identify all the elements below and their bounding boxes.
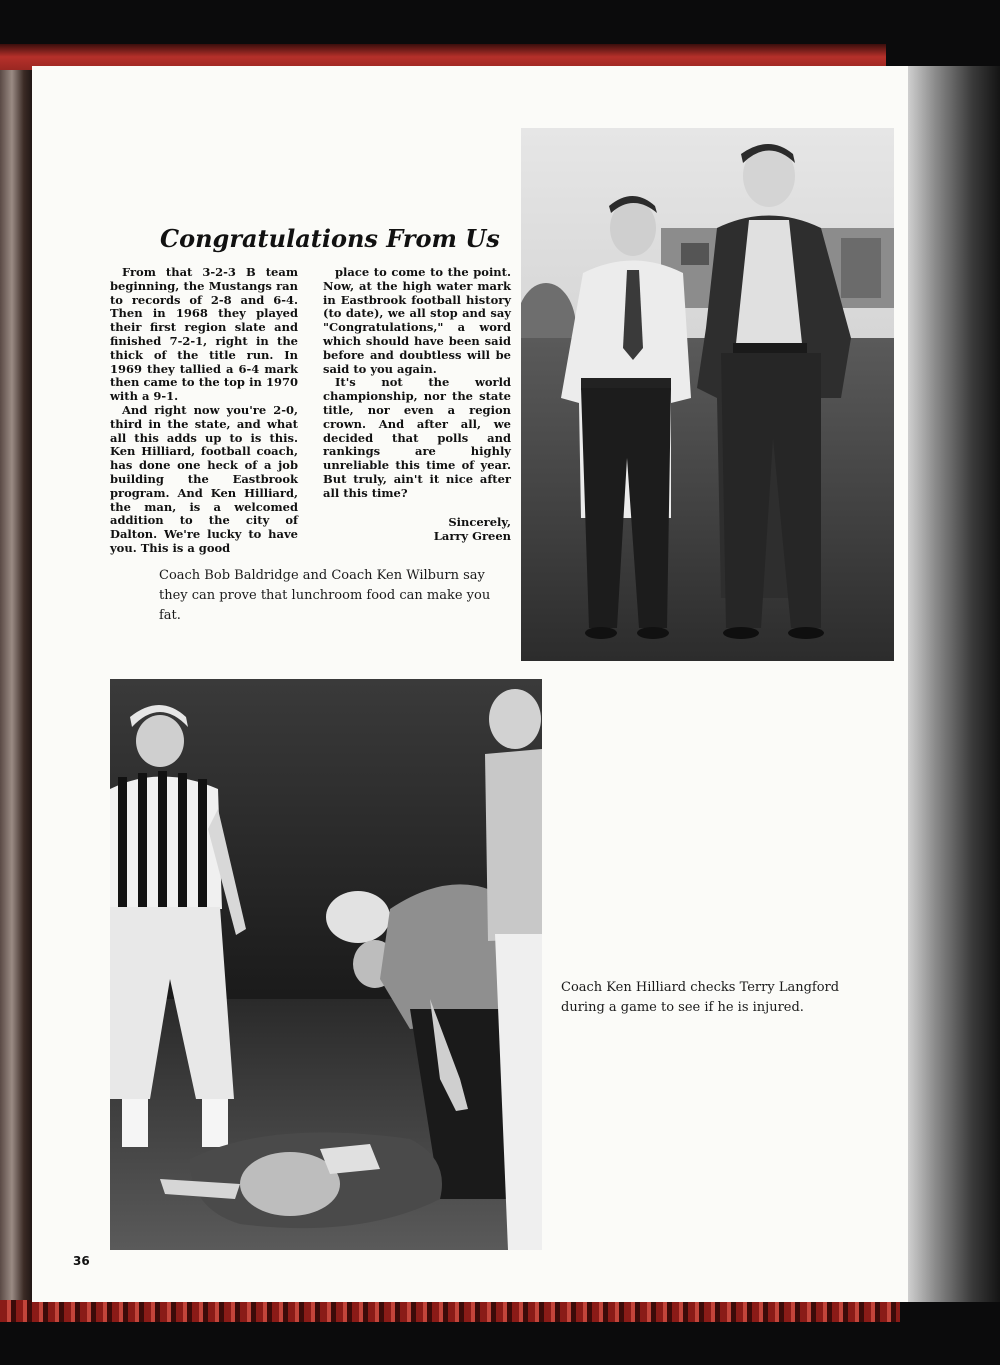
article-headline: Congratulations From Us <box>160 224 500 253</box>
article-column-2 <box>323 266 511 543</box>
photo-caption-coaches: Coach Bob Baldridge and Coach Ken Wilburn say they can prove that lunchroom food can make you fat. <box>159 568 491 623</box>
page-number: 36 <box>73 1254 90 1268</box>
book-binding-bottom <box>0 1300 900 1322</box>
photo-caption-injury: Coach Ken Hilliard checks Terry Langford during a game to see if he is injured. <box>561 980 840 1015</box>
closing: Sincerely, <box>448 514 511 529</box>
photo-two-coaches <box>521 128 894 661</box>
article-paragraph: From that 3-2-3 B team beginning, the Mustangs ran to records of 2-8 and 6-4. Then in 1968 they played their first region slate and finished 7-2-1, right in the thick of the title run. In 1969 they tallied a 6-4 mark then came to the top in 1970 with a 9-1. <box>110 265 298 404</box>
photo-injured-player <box>110 679 542 1250</box>
book-binding-left <box>0 70 34 1310</box>
coaches-photo-illustration <box>521 128 894 661</box>
page-gutter-shadow <box>908 66 1000 1302</box>
article-paragraph: place to come to the point. Now, at the high water mark in Eastbrook football history (to date), we all stop and say "Congratulations," a word which should have been said before and doubtless will be said to you again. <box>323 265 511 376</box>
signoff <box>323 515 511 543</box>
signature: Larry Green <box>433 528 511 543</box>
article-paragraph: It's not the world championship, nor the state title, nor even a region crown. And after all, we decided that polls and rankings are highly unreliable this time of year. But truly, ain't it nice after all this time? <box>323 375 511 500</box>
article-column-1 <box>110 266 298 556</box>
yearbook-page <box>32 66 908 1302</box>
article-paragraph: And right now you're 2-0, third in the state, and what all this adds up to is this. Ken Hilliard, football coach, has done one heck of a job building the Eastbrook program. And Ken Hilliard, the man, is a welcomed addition to the city of Dalton. We're lucky to have you. This is a good <box>110 402 298 555</box>
game-photo-illustration <box>110 679 542 1250</box>
